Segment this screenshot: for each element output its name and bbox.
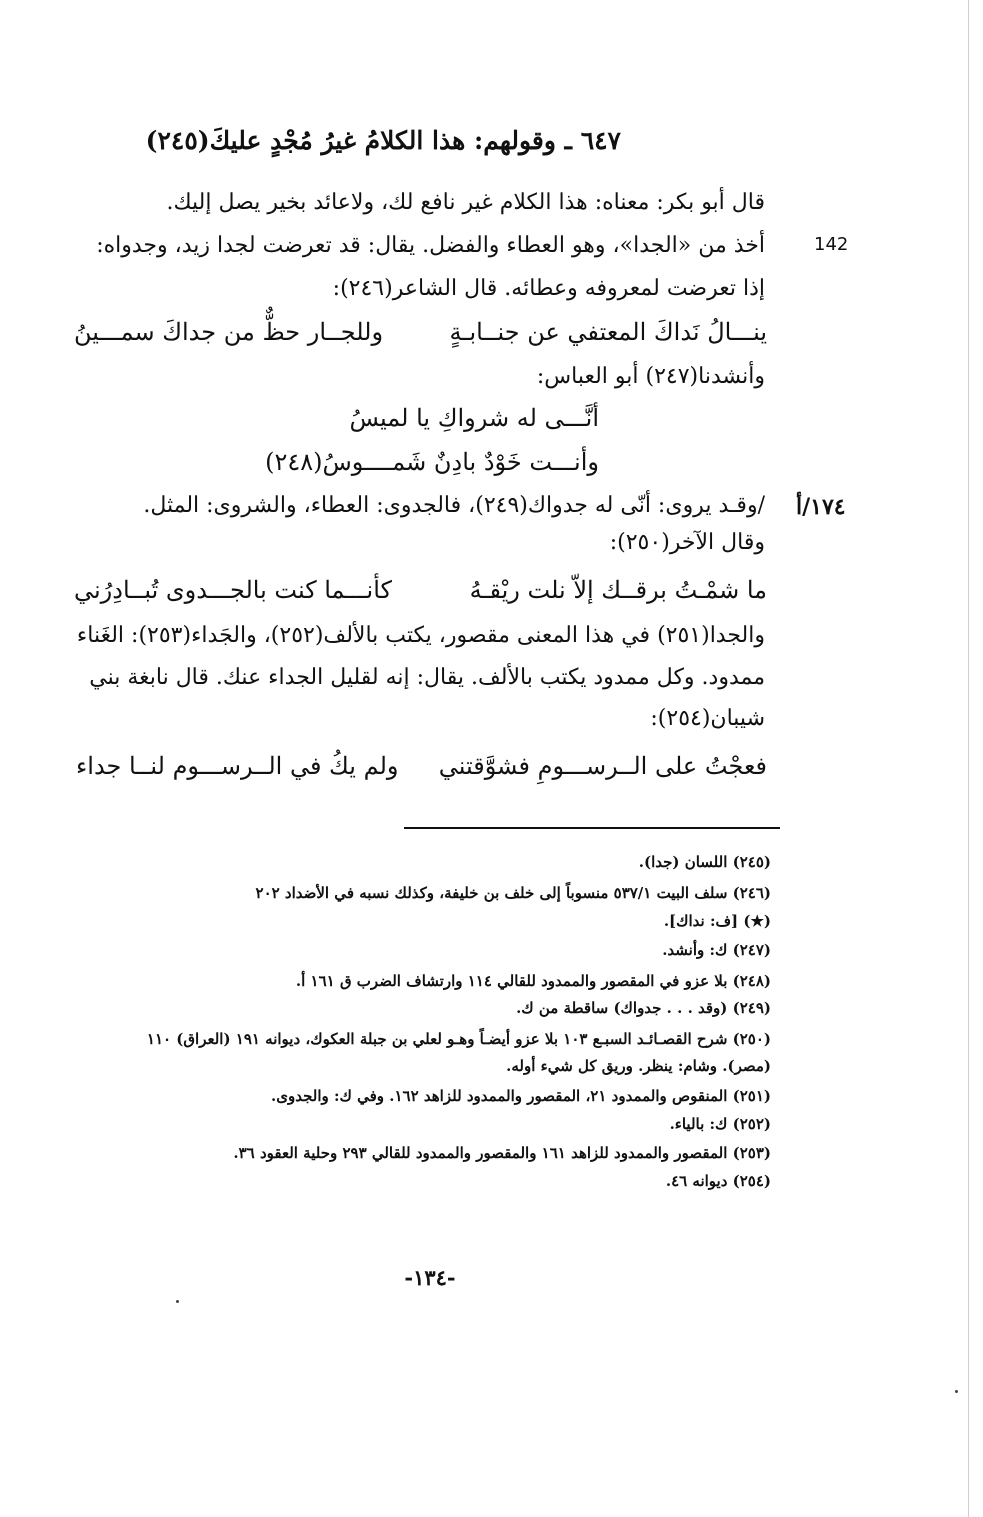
scan-edge-line xyxy=(968,0,969,1517)
paragraph-line: شيبان(٢٥٤): xyxy=(650,706,765,731)
footnote: (٢٥٤) ديوانه ٤٦. xyxy=(665,1172,771,1190)
verse-hemistich: فعجْتُ على الــرســـومِ فشوَّقتني xyxy=(438,752,767,780)
verse-hemistich: ينـــالُ نَداكَ المعتفي عن جنــابـةٍ xyxy=(449,318,767,346)
verse-line: وأنـــت خَوْدٌ بادِنٌ شَمــــوسُ(٢٤٨) xyxy=(265,448,599,476)
paragraph-line: /وقـد يروى: أنّى له جدواك(٢٤٩)، فالجدوى: العطاء، والشروى: المثل. xyxy=(143,493,765,518)
verse-line: أنَّـــى له شرواكِ يا لميسُ xyxy=(349,404,599,432)
verse-hemistich: وللجــار حظٌّ من جداكَ سمـــينُ xyxy=(74,318,384,346)
paragraph-line: أخذ من «الجدا»، وهو العطاء والفضل. يقال: قد تعرضت لجدا زيد، وجدواه: xyxy=(96,233,765,258)
verse-hemistich: ولم يكُ في الــرســـوم لنــا جداء xyxy=(76,752,399,780)
scan-speck xyxy=(955,1390,958,1393)
footnote: (٢٤٦) سلف البيت ٥٣٧/١ منسوباً إلى خلف بن خليفة، وكذلك نسبه في الأضداد ٢٠٢ xyxy=(255,884,771,902)
margin-page-ref: 142 xyxy=(814,234,849,255)
footnote: (٢٥٠) شرح القصـائـد السبـع ١٠٣ بلا عزو أيضـاً وهـو لعلي بن جبلة العكوك، ديوانه ١٩١ (العراق) ١١٠ xyxy=(146,1030,771,1048)
page-number: -١٣٤- xyxy=(404,1265,456,1290)
scan-speck xyxy=(176,1300,179,1303)
paragraph-line: والجدا(٢٥١) في هذا المعنى مقصور، يكتب بالألف(٢٥٢)، والجَداء(٢٥٣): الغَناء xyxy=(76,623,765,648)
margin-folio-ref: ١٧٤/أ xyxy=(796,494,846,520)
footnote: (★) [ف: نداك]. xyxy=(663,912,771,930)
footnote: (٢٥١) المنقوص والممدود ٢١، المقصور والممدود للزاهد ١٦٢. وفي ك: والجدوى. xyxy=(271,1087,771,1105)
paragraph-line: إذا تعرضت لمعروفه وعطائه. قال الشاعر(٢٤٦): xyxy=(332,276,765,301)
footnote: (٢٥٣) المقصور والممدود للزاهد ١٦١ والمقصور والممدود للقالي ٢٩٣ وحلية العقود ٣٦. xyxy=(233,1144,771,1162)
paragraph-line: وأنشدنا(٢٤٧) أبو العباس: xyxy=(536,364,765,389)
verse-hemistich: كأنـــما كنت بالجـــدوى تُبــادِرُني xyxy=(74,576,392,604)
footnote-separator xyxy=(404,827,780,829)
footnote: (٢٤٧) ك: وأنشد. xyxy=(662,941,771,959)
footnote: (مصر). وشام: ينظر. وريق كل شيء أوله. xyxy=(506,1057,771,1075)
footnote: (٢٥٢) ك: بالياء. xyxy=(669,1115,771,1133)
footnote: (٢٤٥) اللسان (جدا). xyxy=(638,853,771,871)
entry-heading: ٦٤٧ ـ وقولهم: هذا الكلامُ غيرُ مُجْدٍ عليكَ(٢٤٥) xyxy=(145,126,621,155)
footnote: (٢٤٩) (وقد . . . جدواك) ساقطة من ك. xyxy=(516,999,771,1017)
paragraph-line: وقال الآخر(٢٥٠): xyxy=(609,530,765,555)
paragraph-line: ممدود. وكل ممدود يكتب بالألف. يقال: إنه لقليل الجداء عنك. قال نابغة بني xyxy=(89,665,765,690)
verse-hemistich: ما شمْـتُ برقــك إلاّ نلت ريْقـهُ xyxy=(469,576,767,604)
footnote: (٢٤٨) بلا عزو في المقصور والممدود للقالي ١١٤ وارتشاف الضرب ق ١٦١ أ. xyxy=(295,972,771,990)
paragraph-line: قال أبو بكر: معناه: هذا الكلام غير نافع لك، ولاعائد بخير يصل إليك. xyxy=(166,190,765,215)
